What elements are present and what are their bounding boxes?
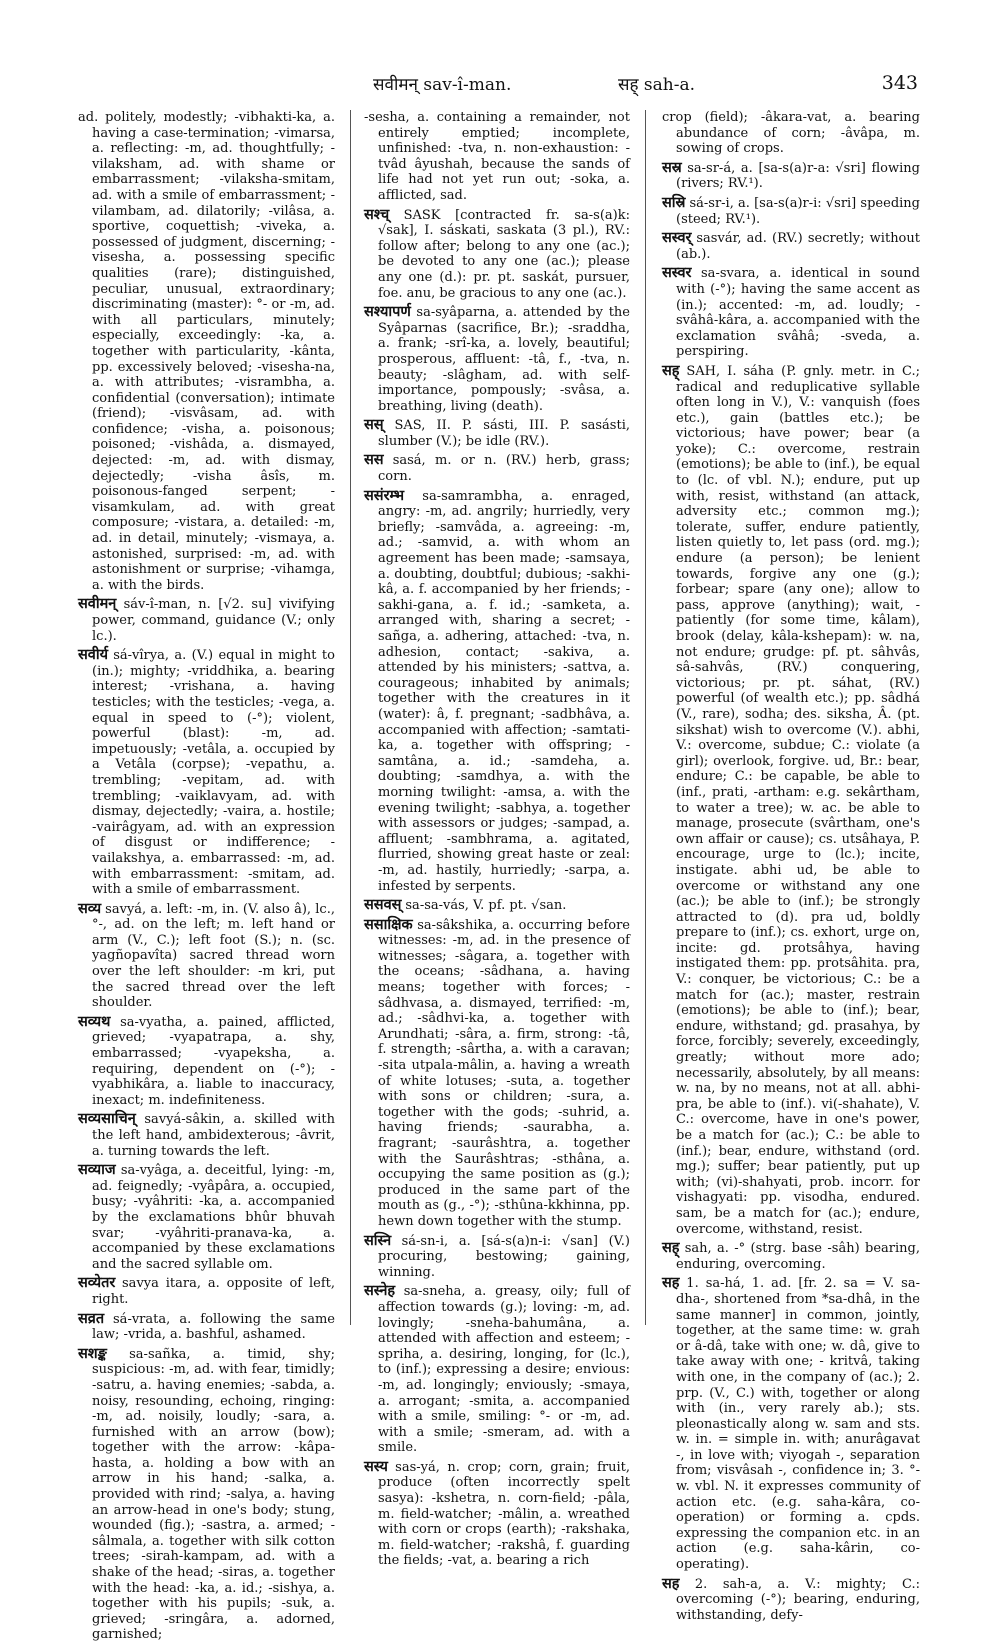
dictionary-entry xyxy=(78,1309,335,1343)
entry-text: 1. sa-há, 1. ad. [fr. 2. sa = V. sa-dha-, shortened from *sa-dhâ, in the same manner] in common, jointly, together, at the same time: w. grah or â-dâ, take with one; w. dâ, give to take away with one; - kritvâ, taking with one, in the company of (ac.); 2. prp. (V., C.) with, together or along with (in., very rarely ab.); sts. pleonastically along w. sam and sts. w. in. = simple in. with; anurâgavat -, in love with; viyogah -, separation from; visvâsah -, confidence in; 3. °- w. vbl. N. it expresses community of action etc. (e.g. saha-kâra, co-operation) or forming a. cpds. expressing the companion etc. in an action (e.g. saha-kârin, co-operating). xyxy=(676,1276,920,1573)
dictionary-entry xyxy=(662,266,920,360)
entry-headword: सस्रि xyxy=(662,193,686,211)
entry-headword: ससवस् xyxy=(364,896,402,914)
entry-text: sá-vrata, a. following the same law; -vrida, a. bashful, ashamed. xyxy=(92,1311,335,1343)
entry-text: sá-sr-i, a. [sa-s(a)r-i: √sri] speeding (steed; RV.¹). xyxy=(676,195,920,227)
entry-headword: सस्वर् xyxy=(662,229,692,247)
entry-headword: सव्यथ xyxy=(78,1012,111,1030)
dictionary-entry xyxy=(364,305,630,414)
entry-headword: सशङ्क xyxy=(78,1344,107,1362)
entry-headword: सस्नेह xyxy=(364,1282,396,1300)
entry-text: sa-svara, a. identical in sound with (-°); having the same accent as (in.); accented: -m, ad. loudly; -svâhâ-kâra, a. accompanied with the exclamation svâhâ; -sveda, a. perspiring. xyxy=(676,266,920,360)
dictionary-entry xyxy=(364,1284,630,1456)
entry-text: savyá-sâkin, a. skilled with the left hand, ambidexterous; -âvrit, a. turning towards the left. xyxy=(92,1112,335,1159)
dictionary-entry xyxy=(78,1276,335,1307)
entry-text: sa-sr-á, a. [sa-s(a)r-a: √sri] flowing (rivers; RV.¹). xyxy=(676,160,920,192)
entry-text: sáv-î-man, n. [√2. su] vivifying power, command, guidance (V.; only lc.). xyxy=(92,597,335,644)
entry-text: sa-samrambha, a. enraged, angry: -m, ad. angrily; hurriedly, very briefly; -samvâda, a. agreeing: -m, ad.; -samvid, a. with whom an agreement has been made; -samsaya, a. doubting, doubtful; dubious; -sakhi-kâ, a. f. accompanied by her friends; -sakhi-gana, a. f. id.; -samketa, a. arranged with, sharing a secret; -sañga, a. adhering, attached: -tva, n. adhesion, contact; -sakiva, a. attended by his ministers; -sattva, a. courageous; inhabited by animals; together with the creatures in it (water): â, f. pregnant; -sadbhâva, a. accompanied with affection; -samtati-ka, a. together with offspring; -samtâna, a. id.; -samdeha, a. doubting; -samdhya, a. with the morning twilight: -amsa, a. with the evening twilight; -sabhya, a. together with assessors or judges; -sampad, a. affluent; -sambhrama, a. agitated, flurried, showing great haste or zeal: -m, ad. hastily, hurriedly; -sarpa, a. infested by serpents. xyxy=(378,488,630,894)
entry-text: sasvár, ad. (RV.) secretly; without (ab.). xyxy=(676,231,920,262)
column-divider xyxy=(350,110,351,1325)
entry-headword: सस्नि xyxy=(364,1231,392,1249)
entry-headword: सव्याज xyxy=(78,1161,116,1179)
dictionary-entry xyxy=(364,453,630,484)
dictionary-entry xyxy=(662,231,920,262)
dictionary-entry xyxy=(78,648,335,898)
dictionary-entry xyxy=(364,110,630,204)
entry-headword: सह xyxy=(662,1274,680,1292)
entry-headword: सह् xyxy=(662,361,680,379)
entry-headword: सश्च् xyxy=(364,205,390,223)
dictionary-entry xyxy=(364,1457,630,1569)
page-number: 343 xyxy=(881,72,918,94)
entry-text: sa-syâparna, a. attended by the Syâparnas (sacrifice, Br.); -sraddha, a. frank; -srî-ka, a. lovely, beautiful; prosperous, affluent: -tâ, f., -tva, n. beauty; -slâgham, ad. with self-importance, pompously; -svâsa, a. breathing, living (death). xyxy=(378,305,630,414)
dictionary-entry xyxy=(662,1574,920,1624)
running-head-left: सवीमन् sav-î-man. xyxy=(373,75,512,95)
dictionary-entry xyxy=(78,1112,335,1159)
entry-text: ad. politely, modestly; -vibhakti-ka, a. having a case-termination; -vimarsa, a. reflecting: -m, ad. thoughtfully; -vilaksham, ad. with shame or embarrassment; -vilaksha-smitam, ad. with a smile of embarrassment; -vilambam, ad. dilatorily; -vilâsa, a. sportive, coquettish; -viveka, a. possessed of judgment, discerning; -visesha, a. possessing specific qualities (rare); distinguished, peculiar, unusual, extraordinary; discriminating (master): °- or -m, ad. with all particulars, minutely; especially, exceedingly: -ka, a. together with particularity, -kânta, pp. excessively beloved; -visesha-na, a. with attributes; -visrambha, a. confidential (conversation); intimate (friend); -visvâsam, ad. with confidence; -visha, a. poisonous; poisoned; -vishâda, a. dismayed, dejected: -m, ad. with dismay, dejectedly; -visha âsîs, m. poisonous-fanged serpent; -visamkulam, ad. with great composure; -vistara, a. detailed: -m, ad. in detail, minutely; -vismaya, a. astonished, surprised: -m, ad. with astonishment or surprise; -vihamga, a. with the birds. xyxy=(78,110,335,593)
dictionary-entry xyxy=(662,193,920,227)
entry-text: SAS, II. P. sásti, III. P. sasásti, slumber (V.); be idle (RV.). xyxy=(378,418,630,449)
column-left xyxy=(78,110,335,1643)
entry-text: SASK [contracted fr. sa-s(a)k: √sak], I. sáskati, saskata (3 pl.), RV.: follow after; belong to any one (ac.); be devoted to any one (ac.); please any one (d.): pr. pt. saskát, pursuer, foe. anu, be gracious to any one (ac.). xyxy=(378,207,630,301)
dictionary-entry xyxy=(662,1276,920,1572)
entry-text: sá-vîrya, a. (V.) equal in might to (in.); mighty; -vriddhika, a. bearing interest; -vrishana, a. having testicles; with the testicles; -vega, a. equal in speed to (-°); violent, powerful (blast): -m, ad. impetuously; -vetâla, a. occupied by a Vetâla (corpse); -vepathu, a. trembling; -vepitam, ad. with trembling; -vaiklavyam, ad. with dismay, dejectedly; -vaira, a. hostile; -vairâgyam, ad. with an expression of disgust or indifference; -vailakshya, a. embarrassed: -m, ad. with embarrassment: -smitam, ad. with a smile of embarrassment. xyxy=(92,648,335,898)
entry-headword: सवीमन् xyxy=(78,595,117,613)
column-right xyxy=(662,110,921,1623)
entry-text: sa-sa-vás, V. pf. pt. √san. xyxy=(405,898,567,914)
entry-text: sa-sañka, a. timid, shy; suspicious: -m, ad. with fear, timidly; -satru, a. having enemies; -sabda, a. noisy, resounding, echoing, ringing: -m, ad. noisily, loudly; -sara, a. furnished with an arrow (bow); together with the arrow: -kâpa-hasta, a. holding a bow with an arrow in his hand; -salka, a. provided with rind; -salya, a. having an arrow-head in one's body; stung, wounded (fig.); -sastra, a. armed; -sâlmala, a. together with silk cotton trees; -sirah-kampam, ad. with a shake of the head; -siras, a. together with the head: -ka, a. id.; -sishya, a. together with his pupils; -suk, a. grieved; -sringâra, a. adorned, garnished; xyxy=(92,1346,335,1643)
running-head-right: सह् sah-a. xyxy=(618,75,696,95)
dictionary-entry xyxy=(662,158,920,192)
dictionary-entry xyxy=(78,1163,335,1272)
entry-headword: सवीर्य xyxy=(78,646,109,664)
entry-headword: सह xyxy=(662,1574,680,1592)
dictionary-entry xyxy=(662,361,921,1237)
entry-text: sá-sn-i, a. [sá-s(a)n-i: √san] (V.) procuring, bestowing; gaining, winning. xyxy=(378,1233,630,1280)
entry-headword: सस्य xyxy=(364,1457,388,1475)
entry-headword: सव्येतर xyxy=(78,1274,116,1292)
entry-text: crop (field); -âkara-vat, a. bearing abundance of corn; -âvâpa, m. sowing of crops. xyxy=(662,110,920,157)
entry-text: sasá, m. or n. (RV.) herb, grass; corn. xyxy=(378,453,630,485)
entry-text: sa-vyatha, a. pained, afflicted, grieved; -vyapatrapa, a. shy, embarrassed; -vyapeksha, a. requiring, dependent on (-°); -vyabhikâra, a. liable to inaccuracy, inexact; m. indefiniteness. xyxy=(92,1014,335,1108)
column-middle xyxy=(364,110,630,1569)
entry-text: sa-vyâga, a. deceitful, lying: -m, ad. feignedly; -vyâpâra, a. occupied, busy; -vyâhriti: -ka, a. accompanied by the exclamations bhûr bhuvah svar; -vyâhriti-pranava-ka, a. accompanied by these exclamations and the sacred syllable om. xyxy=(92,1163,335,1272)
entry-headword: सव्रत xyxy=(78,1309,105,1327)
entry-headword: ससाक्षिक xyxy=(364,915,413,933)
dictionary-entry xyxy=(78,1012,335,1109)
dictionary-entry xyxy=(662,1241,920,1272)
page-header xyxy=(78,72,918,98)
dictionary-entry xyxy=(364,205,630,302)
column-divider xyxy=(645,110,646,1325)
dictionary-entry xyxy=(364,418,630,449)
dictionary-entry xyxy=(78,1344,335,1643)
entry-headword: ससंरम्भ xyxy=(364,486,405,504)
entry-headword: सह् xyxy=(662,1239,680,1257)
dictionary-entry xyxy=(662,110,920,157)
dictionary-entry xyxy=(78,899,335,1011)
entry-headword: सव्यसाचिन् xyxy=(78,1110,136,1128)
entry-text: 2. sah-a, a. V.: mighty; C.: overcoming (-°); bearing, enduring, withstanding, defy- xyxy=(676,1576,920,1623)
dictionary-entry xyxy=(364,1231,630,1281)
dictionary-entry xyxy=(364,915,630,1230)
dictionary-entry xyxy=(78,110,335,593)
dictionary-entry xyxy=(364,486,630,894)
entry-text: savya itara, a. opposite of left, right. xyxy=(92,1276,335,1307)
entry-headword: सव्य xyxy=(78,899,102,917)
dictionary-entry xyxy=(78,597,335,644)
entry-text: savyá, a. left: -m, in. (V. also â), lc., °-, ad. on the left; m. left hand or arm (V., C.); left foot (S.); n. (sc. yagñopavîta) sacred thread worn over the left shoulder: -m kri, put the sacred thread over the left shoulder. xyxy=(92,901,335,1011)
entry-text: sah, a. -° (strg. base -sâh) bearing, enduring, overcoming. xyxy=(676,1241,920,1272)
entry-text: sa-sneha, a. greasy, oily; full of affection towards (g.); loving: -m, ad. lovingly; -sneha-bahumâna, a. attended with affection and esteem; -spriha, a. desiring, longing, for (lc.), to (inf.); expressing a desire; envious: -m, ad. longingly; enviously; -smaya, a. arrogant; -smita, a. accompanied with a smile, smiling: °- or -m, ad. with a smile; -smeram, ad. with a smile. xyxy=(378,1284,630,1456)
entry-headword: सस् xyxy=(364,416,384,434)
entry-headword: सस्वर xyxy=(662,264,692,282)
entry-headword: सस्र xyxy=(662,158,682,176)
dictionary-entry xyxy=(364,898,630,914)
entry-text: sas-yá, n. crop; corn, grain; fruit, produce (often incorrectly spelt sasya): -kshetra, n. corn-field; -pâla, m. field-watcher; -mâlin, a. wreathed with corn or crops (earth); -rakshaka, m. field-watcher; -rakshâ, f. guarding the fields; -vat, a. bearing a rich xyxy=(378,1459,630,1569)
entry-headword: सस xyxy=(364,451,384,469)
entry-text: -sesha, a. containing a remainder, not entirely emptied; incomplete, unfinished: -tva, n. non-exhaustion: -tvâd âyushah, because the sands of life had not yet run out; -soka, a. afflicted, sad. xyxy=(364,110,630,203)
dictionary-columns xyxy=(78,110,921,1643)
entry-text: SAH, I. sáha (P. gnly. metr. in C.; radical and reduplicative syllable often long in V.), V.: vanquish (foes etc.), gain (battles etc.); be victorious; have power; bear (a yoke); C.: overcome, restrain (emotions); be able to (inf.), be equal to (lc. of vbl. N.); endure, put up with, resist, withstand (an attack, adversity etc.; common mg.); tolerate, suffer, endure patiently, listen quietly to, let pass (ord. mg.); endure (a person); be lenient towards, forgive any one (g.); forbear; spare (any one); allow to pass, approve (anything); wait, - patiently (for some time, kâlam), brook (delay, kâla-kshepam): w. na, not endure; grudge: pf. pt. sâhvâs, sâ-sahvâs, (RV.) conquering, victorious; pr. pt. sáhat, (RV.) powerful (of wealth etc.); pp. sâdhá (V., rare), sodha; des. siksha, Â. (pt. sikshat) wish to overcome (V.). abhi, V.: overcome, subdue; C.: violate (a girl); overlook, forgive. ud, Br.: bear, endure; C.: be capable, be able to (inf., prati, -artham: e.g. sekârtham, to water a tree); w. ac. be able to manage, prosecute (svârtham, one's own affair or cause); cs. utsâhaya, P. encourage, urge to (lc.); incite, instigate. abhi ud, be able to overcome or withstand any one (ac.); be able to (inf.); be strongly attracted to (d). pra ud, boldly prepare to (inf.); cs. exhort, urge on, incite: gd. protsâhya, having instigated them: pp. protsâhita. pra, V.: conquer, be victorious; C.: be a match for (ac.); master, restrain (emotions); be able to (inf.); bear, endure, withstand; gd. prasahya, by force, forcibly; severely, exceedingly, greatly; without more ado; necessarily, absolutely, by all means: w. na, by no means, not at all. abhi-pra, be able to (inf.). vi(-shahate), V. C.: overcome, have in one's power, be a match for (ac.); C.: be able to (inf.); bear, endure, withstand (ord. mg.); suffer; bear patiently, put up with; (vi)-shahyati, prob. incorr. for vishagyati: pp. visodha, endured. sam, be a match for (ac.); endure, overcome, withstand, resist. xyxy=(676,363,921,1237)
entry-headword: सश्यापर्ण xyxy=(364,303,411,321)
entry-text: sa-sâkshika, a. occurring before witnesses: -m, ad. in the presence of witnesses; -sâgara, a. together with the oceans; -sâdhana, a. having means; together with forces; -sâdhvasa, a. dismayed, terrified: -m, ad.; -sâdhvi-ka, a. together with Arundhati; -sâra, a. firm, strong: -tâ, f. strength; -sârtha, a. with a caravan; -sita utpala-mâlin, a. having a wreath of white lotuses; -suta, a. together with sons or children; -sura, a. together with the gods; -suhrid, a. having friends; -saurabha, a. fragrant; -saurâshtra, a. together with the Saurâshtras; -sthâna, a. occupying the same position as (g.); produced in the same part of the mouth as (g., -°); -sthûna-kkhinna, pp. hewn down together with the stump. xyxy=(378,917,630,1229)
